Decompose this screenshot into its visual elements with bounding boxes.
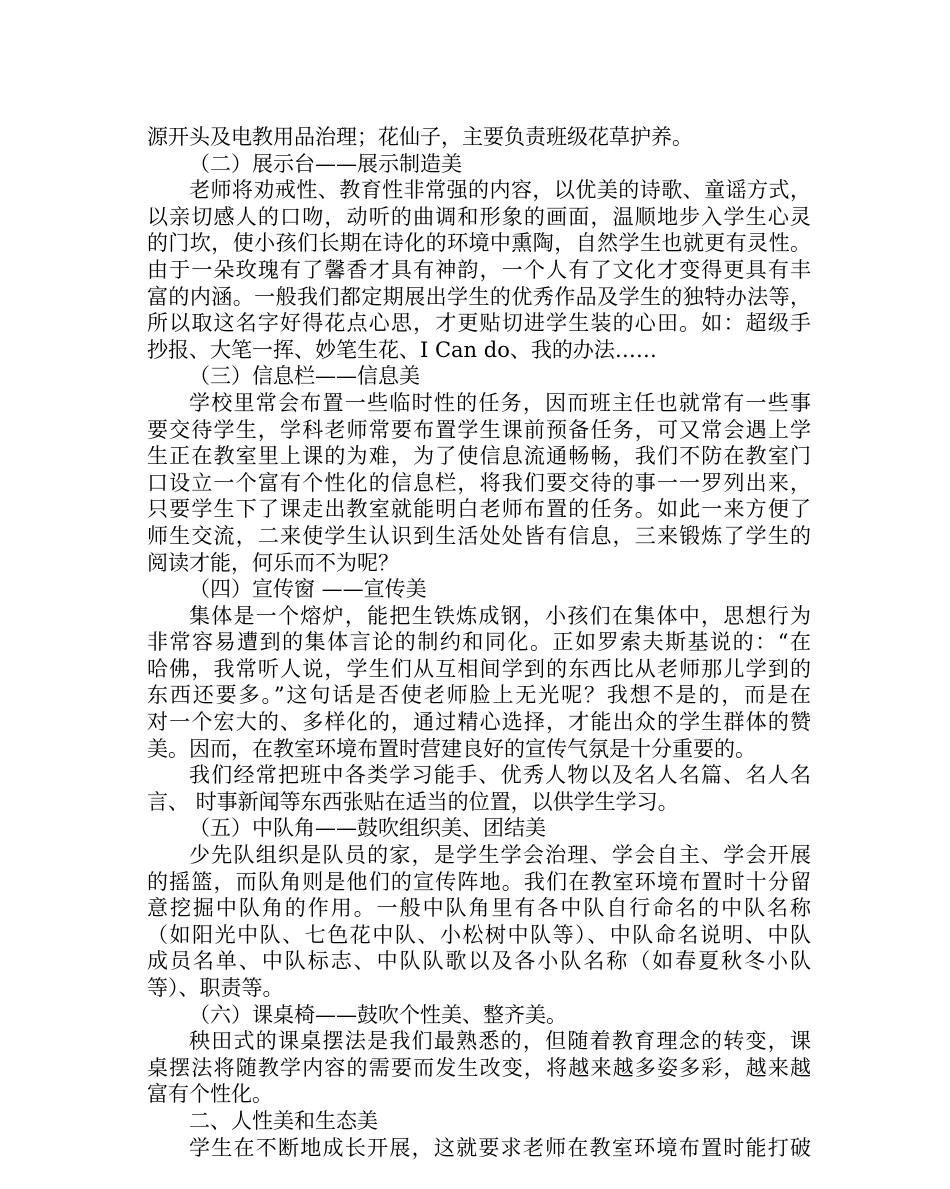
paragraph-line: 少先队组织是队员的家，是学生学会治理、学会自主、学会开展 bbox=[189, 843, 811, 868]
paragraph-line: 集体是一个熔炉，能把生铁炼成钢，小孩们在集体中，思想行为 bbox=[189, 603, 811, 628]
paragraph-line: 意挖掘中队角的作用。一般中队角里有各中队自行命名的中队名称 bbox=[147, 896, 811, 921]
paragraph-line: 哈佛，我常听人说，学生们从互相间学到的东西比从老师那儿学到的 bbox=[147, 656, 811, 681]
paragraph-line: 富的内涵。一般我们都定期展出学生的优秀作品及学生的独特办法等， bbox=[147, 284, 811, 309]
paragraph-line: 源开头及电教用品治理；花仙子，主要负责班级花草护养。 bbox=[147, 125, 693, 149]
paragraph-line: 言、 时事新闻等东西张贴在适当的位置，以供学生学习。 bbox=[147, 789, 679, 814]
paragraph-line: 桌摆法将随教学内容的需要而发生改变，将越来越多姿多彩，越来越 bbox=[147, 1055, 811, 1080]
paragraph-line: （如阳光中队、七色花中队、小松树中队等）、中队命名说明、中队 bbox=[147, 922, 811, 947]
paragraph-line: 秧田式的课桌摆法是我们最熟悉的，但随着教育理念的转变，课 bbox=[189, 1029, 811, 1054]
paragraph-line: 东西还要多。”这句话是否使老师脸上无光呢？我想不是的，而是在 bbox=[147, 683, 811, 708]
section-heading: （三）信息栏——信息美 bbox=[189, 364, 420, 389]
paragraph-line: 学校里常会布置一些临时性的任务，因而班主任也就常有一些事 bbox=[189, 390, 811, 415]
paragraph-line: 以亲切感人的口吻，动听的曲调和形象的画面，温顺地步入学生心灵 bbox=[147, 204, 811, 229]
paragraph-line: 所以取这名字好得花点心思，才更贴切进学生装的心田。如：超级手 bbox=[147, 311, 811, 336]
paragraph-line: 对一个宏大的、多样化的，通过精心选择，才能出众的学生群体的赞 bbox=[147, 710, 811, 735]
section-heading: （六）课桌椅——鼓吹个性美、整齐美。 bbox=[189, 1002, 567, 1027]
paragraph-line: 我们经常把班中各类学习能手、优秀人物以及名人名篇、名人名 bbox=[189, 763, 811, 788]
paragraph-line: 抄报、大笔一挥、妙笔生花、I Can do、我的办法…… bbox=[147, 337, 657, 362]
paragraph-line: 美。因而，在教室环境布置时营建良好的宣传气氛是十分重要的。 bbox=[147, 736, 756, 761]
paragraph-line: 富有个性化。 bbox=[147, 1082, 273, 1107]
paragraph-line: 等）、职责等。 bbox=[147, 976, 284, 1000]
paragraph-line: 非常容易遭到的集体言论的制约和同化。正如罗索夫斯基说的：“在 bbox=[147, 630, 811, 655]
paragraph-line: 学生在不断地成长开展，这就要求老师在教室环境布置时能打破 bbox=[189, 1135, 811, 1160]
document-body bbox=[147, 124, 811, 1161]
paragraph-line: 师生交流，二来使学生认识到生活处处皆有信息，三来锻炼了学生的 bbox=[147, 523, 811, 548]
paragraph-line: 口设立一个富有个性化的信息栏，将我们要交待的事一一罗列出来， bbox=[147, 470, 811, 495]
paragraph-line: 生正在教室里上课的为难，为了使信息流通畅畅，我们不防在教室门 bbox=[147, 444, 811, 469]
section-heading: 二、人性美和生态美 bbox=[189, 1108, 378, 1133]
paragraph-line: 老师将劝戒性、教育性非常强的内容，以优美的诗歌、童谣方式， bbox=[189, 178, 811, 203]
paragraph-line: 的门坎，使小孩们长期在诗化的环境中熏陶，自然学生也就更有灵性。 bbox=[147, 231, 811, 256]
paragraph-line: 成员名单、中队标志、中队队歌以及各小队名称（如春夏秋冬小队 bbox=[147, 949, 811, 974]
paragraph-line: 的摇篮，而队角则是他们的宣传阵地。我们在教室环境布置时十分留 bbox=[147, 869, 811, 894]
section-heading: （五）中队角——鼓吹组织美、团结美 bbox=[189, 816, 546, 841]
section-heading: （四）宣传窗 ——宣传美 bbox=[189, 577, 427, 602]
section-heading: （二）展示台——展示制造美 bbox=[189, 151, 462, 176]
paragraph-line: 只要学生下了课走出教室就能明白老师布置的任务。如此一来方便了 bbox=[147, 497, 811, 522]
paragraph-line: 要交待学生，学科老师常要布置学生课前预备任务，可又常会遇上学 bbox=[147, 417, 811, 442]
paragraph-line: 由于一朵玫瑰有了馨香才具有神韵，一个人有了文化才变得更具有丰 bbox=[147, 257, 811, 282]
paragraph-line: 阅读才能，何乐而不为呢？ bbox=[147, 550, 399, 575]
